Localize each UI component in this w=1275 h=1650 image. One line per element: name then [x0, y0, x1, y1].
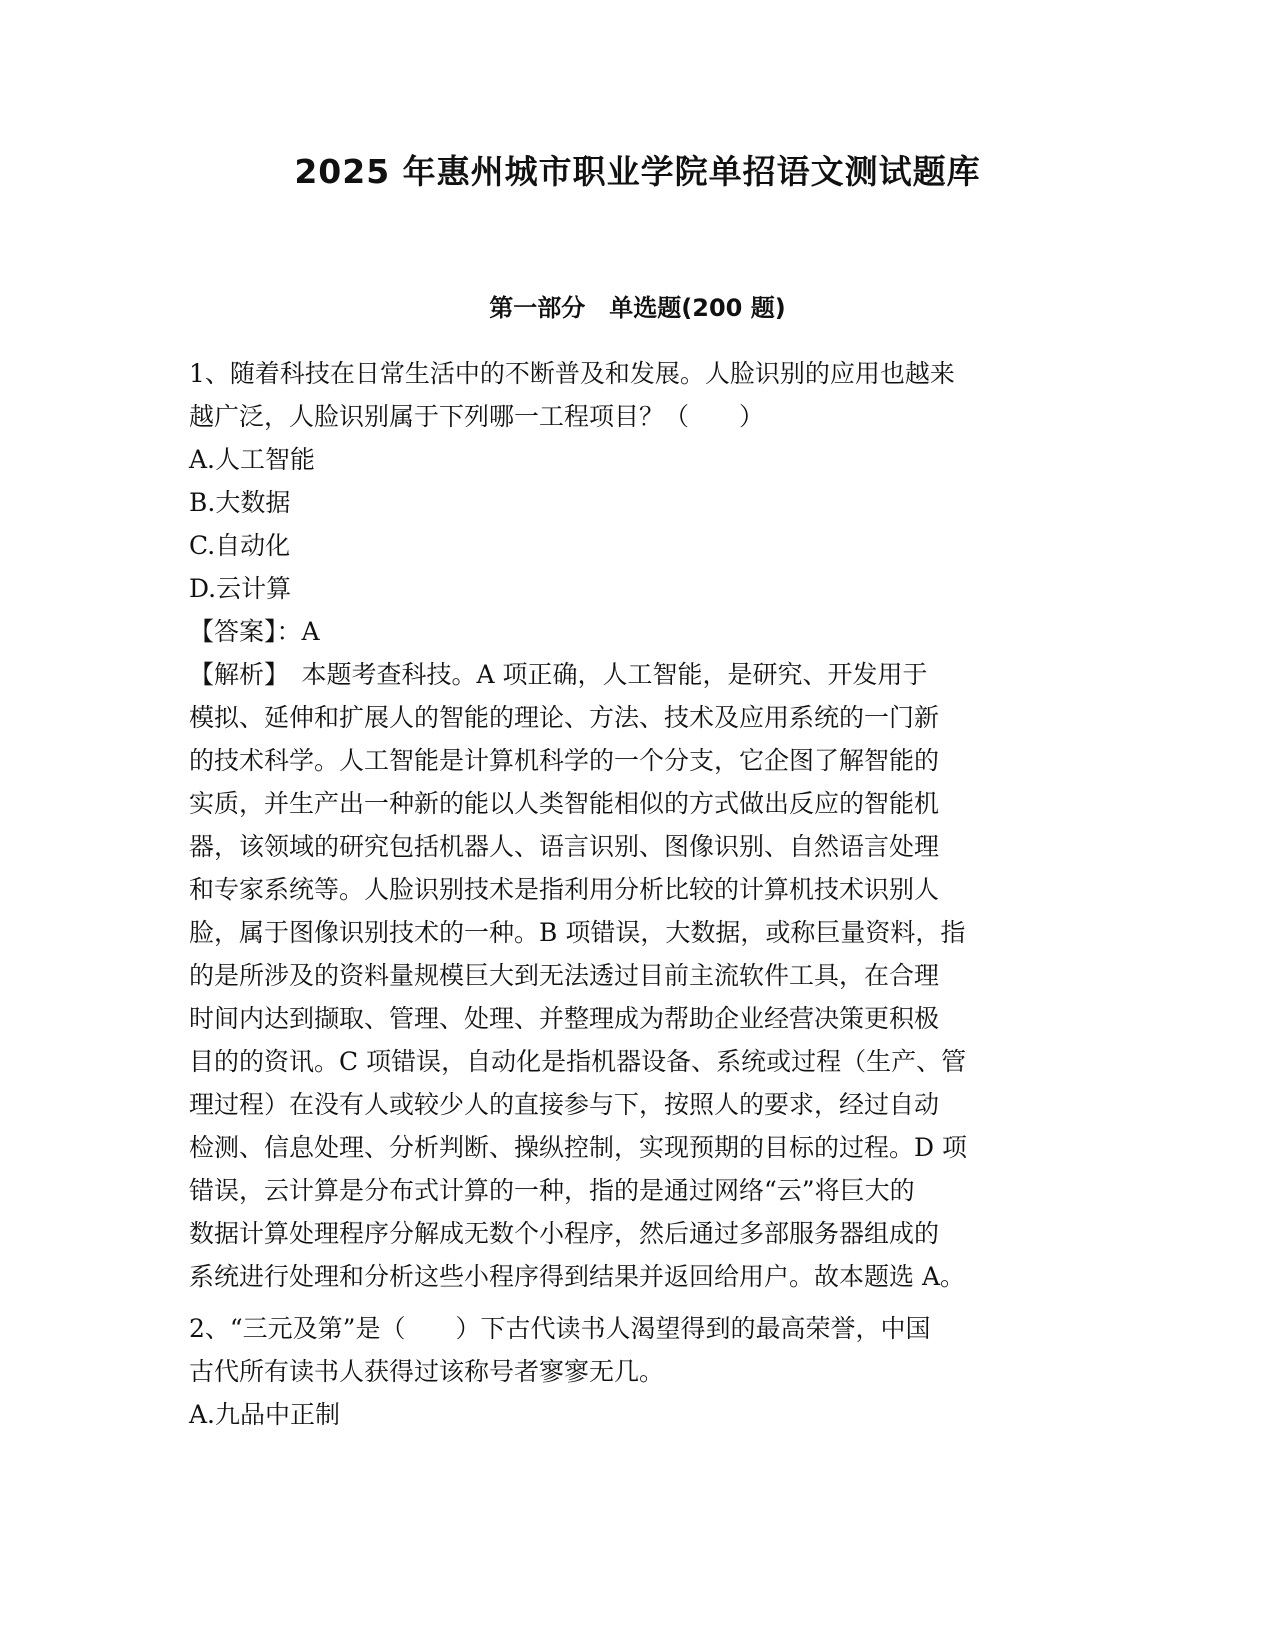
- option-a: A.人工智能: [189, 445, 316, 474]
- analysis-line: 数据计算处理程序分解成无数个小程序，然后通过多部服务器组成的: [189, 1219, 940, 1248]
- option-d: D.云计算: [189, 574, 292, 603]
- analysis-line: 检测、信息处理、分析判断、操纵控制，实现预期的目标的过程。D 项: [189, 1133, 967, 1162]
- analysis: [189, 653, 1089, 1298]
- analysis-line: 理过程）在没有人或较少人的直接参与下，按照人的要求，经过自动: [189, 1090, 940, 1119]
- analysis-line: 的是所涉及的资料量规模巨大到无法透过目前主流软件工具，在合理: [189, 961, 940, 990]
- page-title: 2025 年惠州城市职业学院单招语文测试题库: [294, 152, 981, 191]
- question-stem-line: 越广泛，人脸识别属于下列哪一工程项目？（ ）: [189, 402, 765, 431]
- analysis-line: 模拟、延伸和扩展人的智能的理论、方法、技术及应用系统的一门新: [189, 703, 940, 732]
- question-2: [189, 1307, 1089, 1436]
- question-stem-line: 古代所有读书人获得过该称号者寥寥无几。: [189, 1357, 665, 1386]
- option-c: C.自动化: [189, 531, 291, 560]
- question-stem-line: 1、随着科技在日常生活中的不断普及和发展。人脸识别的应用也越来: [189, 359, 955, 388]
- analysis-line: 和专家系统等。人脸识别技术是指利用分析比较的计算机技术识别人: [189, 875, 940, 904]
- analysis-line: 实质，并生产出一种新的能以人类智能相似的方式做出反应的智能机: [189, 789, 940, 818]
- question-gap: [189, 1298, 1089, 1307]
- analysis-line: 错误，云计算是分布式计算的一种，指的是通过网络“云”将巨大的: [189, 1176, 915, 1205]
- analysis-line: 的技术科学。人工智能是计算机科学的一个分支，它企图了解智能的: [189, 746, 940, 775]
- section-title: 第一部分 单选题(200 题): [489, 294, 786, 322]
- analysis-line: 脸，属于图像识别技术的一种。B 项错误，大数据，或称巨量资料，指: [189, 918, 966, 947]
- analysis-line: 时间内达到撷取、管理、处理、并整理成为帮助企业经营决策更积极: [189, 1004, 940, 1033]
- option-a: A.九品中正制: [189, 1400, 341, 1429]
- question-stem-line: 2、“三元及第”是（ ）下古代读书人渴望得到的最高荣誉，中国: [189, 1314, 931, 1343]
- analysis-line: 器，该领域的研究包括机器人、语言识别、图像识别、自然语言处理: [189, 832, 940, 861]
- question-1: [189, 352, 1089, 1298]
- analysis-line: 目的的资讯。C 项错误，自动化是指机器设备、系统或过程（生产、管: [189, 1047, 967, 1076]
- option-b: B.大数据: [189, 488, 291, 517]
- analysis-line: 系统进行处理和分析这些小程序得到结果并返回给用户。故本题选 A。: [189, 1262, 966, 1291]
- question-list: [189, 352, 1089, 1436]
- analysis-line: 【解析】 本题考查科技。A 项正确，人工智能，是研究、开发用于: [189, 660, 928, 689]
- answer: 【答案】：A: [189, 617, 320, 646]
